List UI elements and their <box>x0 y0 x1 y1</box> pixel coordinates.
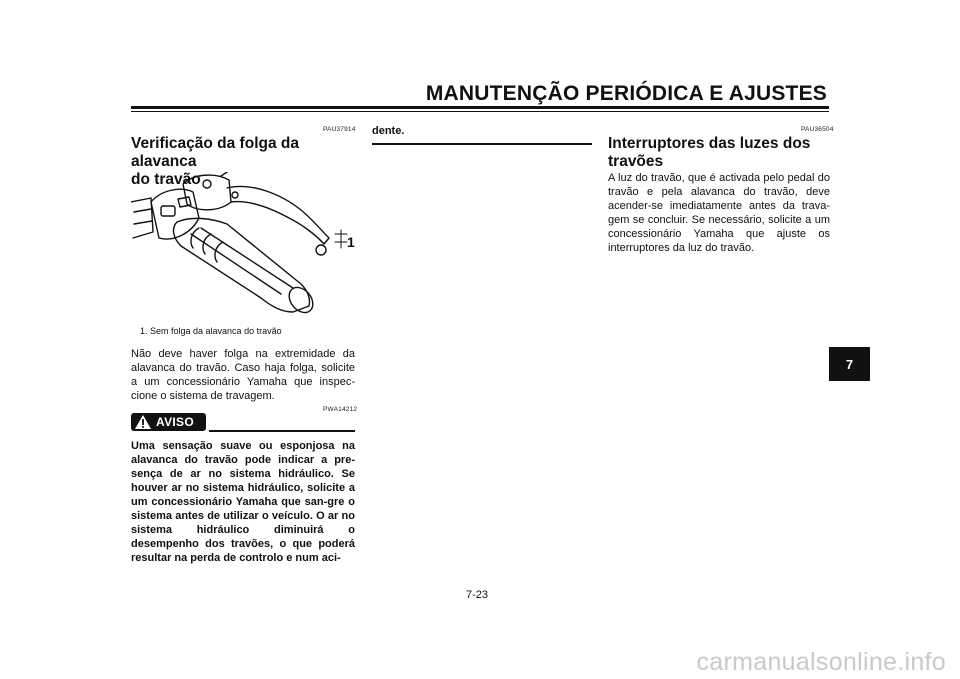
brake-lever-illustration <box>131 172 355 322</box>
section-title-line: Interruptores das luzes dos <box>608 135 811 152</box>
body-paragraph-brake-lever: Não deve haver folga na extremidade da alavanca do travão. Caso haja folga, solicite a um concessionário Yamaha que inspec-cione o sistema de travagem. <box>131 348 355 402</box>
body-paragraph-brake-light: A luz do travão, que é activada pelo pedal do travão e pela alavanca do travão, deve acender-se imediatamente antes da trava-gem se concluir. Se necessário, solicite a um concessionário Yamaha que ajuste os interruptores da luz do travão. <box>608 172 830 254</box>
section-title-brake-light-switches <box>608 135 838 171</box>
warning-badge <box>131 413 206 431</box>
warning-end-rule <box>372 143 592 145</box>
figure-callout-number: 1 <box>347 234 355 250</box>
page-number: 7-23 <box>466 589 489 601</box>
warning-header <box>131 413 355 435</box>
warning-triangle-icon <box>134 414 152 430</box>
page-header-title: MANUTENÇÃO PERIÓDICA E AJUSTES <box>425 82 827 105</box>
warning-label: AVISO <box>156 415 194 429</box>
header-rule-thick <box>131 106 829 109</box>
header-rule-thin <box>131 111 829 112</box>
section-title-line: Verificação da folga da alavanca <box>131 135 299 170</box>
section-code: PAU36504 <box>801 126 834 133</box>
section-code: PAU37914 <box>323 126 356 133</box>
watermark-text: carmanualsonline.info <box>696 648 946 676</box>
section-title-line: do travão <box>131 171 201 188</box>
warning-continuation: dente. <box>372 125 405 137</box>
chapter-tab: 7 <box>829 347 870 381</box>
section-title-line: travões <box>608 153 664 170</box>
warning-code: PWA14212 <box>323 406 358 413</box>
figure-caption: 1. Sem folga da alavanca do travão <box>140 326 282 336</box>
warning-text: Uma sensação suave ou esponjosa na alavanca do travão pode indicar a pre-sença de ar no sistema hidráulico. Se houver ar no sistema hidráulico, solicite a um concessionário Yamaha que san-gre o sistema antes de utilizar o veículo. O ar no sistema hidráulico diminuirá o desempenho dos travões, o que poderá resultar na perda de controlo e num aci- <box>131 440 355 564</box>
warning-rule <box>209 430 355 432</box>
